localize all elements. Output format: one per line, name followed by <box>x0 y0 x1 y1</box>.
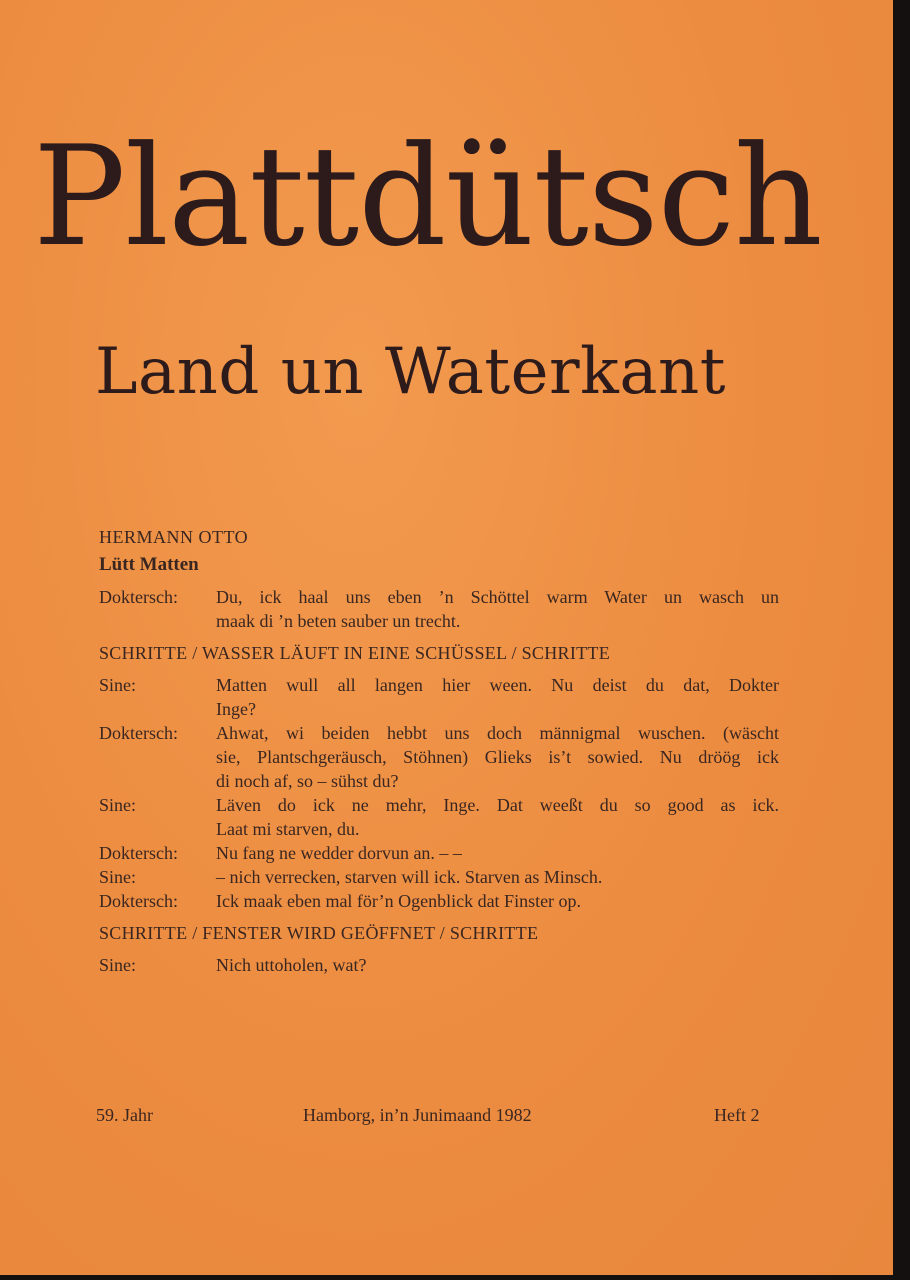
spoken-text <box>216 721 779 793</box>
speaker-name: Doktersch: <box>99 723 178 743</box>
magazine-title: Plattdütsch <box>33 116 822 277</box>
magazine-subtitle: Land un Waterkant <box>95 335 726 409</box>
footer-place-date: Hamborg, in’n Junimaand 1982 <box>303 1105 532 1125</box>
piece-title: Lütt Matten <box>99 554 199 575</box>
spoken-text <box>216 585 779 633</box>
speaker-name: Sine: <box>99 675 137 695</box>
speaker-name: Sine: <box>99 955 137 975</box>
spoken-text <box>216 865 779 889</box>
text-line: Nich uttoholen, wat? <box>216 955 367 975</box>
spoken-text <box>216 953 779 977</box>
text-line: Du, ick haal uns eben ’n Schöttel warm Water un wasch un <box>216 587 779 607</box>
text-line: Nu fang ne wedder dorvun an. – – <box>216 843 462 863</box>
stage-direction: SCHRITTE / FENSTER WIRD GEÖFFNET / SCHRITTE <box>99 923 539 943</box>
text-line: Laat mi starven, du. <box>216 819 360 839</box>
text-line: Ahwat, wi beiden hebbt uns doch männigmal wuschen. (wäscht <box>216 723 779 743</box>
dialogue-line <box>99 673 779 721</box>
text-line: Ick maak eben mal för’n Ogenblick dat Finster op. <box>216 891 582 911</box>
text-line: Matten wull all langen hier ween. Nu deist du dat, Dokter <box>216 675 779 695</box>
dialogue-line <box>99 721 779 793</box>
dialogue-line <box>99 841 779 865</box>
page-edge-bottom <box>0 1275 910 1280</box>
page-edge-right <box>893 0 910 1280</box>
text-line: di noch af, so – sühst du? <box>216 771 399 791</box>
spoken-text <box>216 889 779 913</box>
text-line: – nich verrecken, starven will ick. Starven as Minsch. <box>216 867 603 887</box>
speaker-name: Doktersch: <box>99 843 178 863</box>
text-line: sie, Plantschgeräusch, Stöhnen) Glieks is’t sowied. Nu dröög ick <box>216 747 779 767</box>
dialogue-line <box>99 865 779 889</box>
footer-issue: Heft 2 <box>714 1105 760 1125</box>
text-line: Läven do ick ne mehr, Inge. Dat weeßt du so good as ick. <box>216 795 779 815</box>
dialogue-line <box>99 889 779 913</box>
speaker-name: Sine: <box>99 867 137 887</box>
spoken-text <box>216 673 779 721</box>
stage-direction: SCHRITTE / WASSER LÄUFT IN EINE SCHÜSSEL / SCHRITTE <box>99 643 611 663</box>
text-line: Inge? <box>216 699 256 719</box>
footer-year: 59. Jahr <box>96 1105 153 1125</box>
text-line: maak di ’n beten sauber un trecht. <box>216 611 461 631</box>
dialogue-line <box>99 793 779 841</box>
speaker-name: Doktersch: <box>99 891 178 911</box>
speaker-name: Sine: <box>99 795 137 815</box>
spoken-text <box>216 841 779 865</box>
dialogue <box>99 585 779 977</box>
dialogue-line <box>99 585 779 633</box>
spoken-text <box>216 793 779 841</box>
speaker-name: Doktersch: <box>99 587 178 607</box>
dialogue-line <box>99 953 779 977</box>
excerpt <box>99 525 779 977</box>
author-name: HERMANN OTTO <box>99 527 249 547</box>
